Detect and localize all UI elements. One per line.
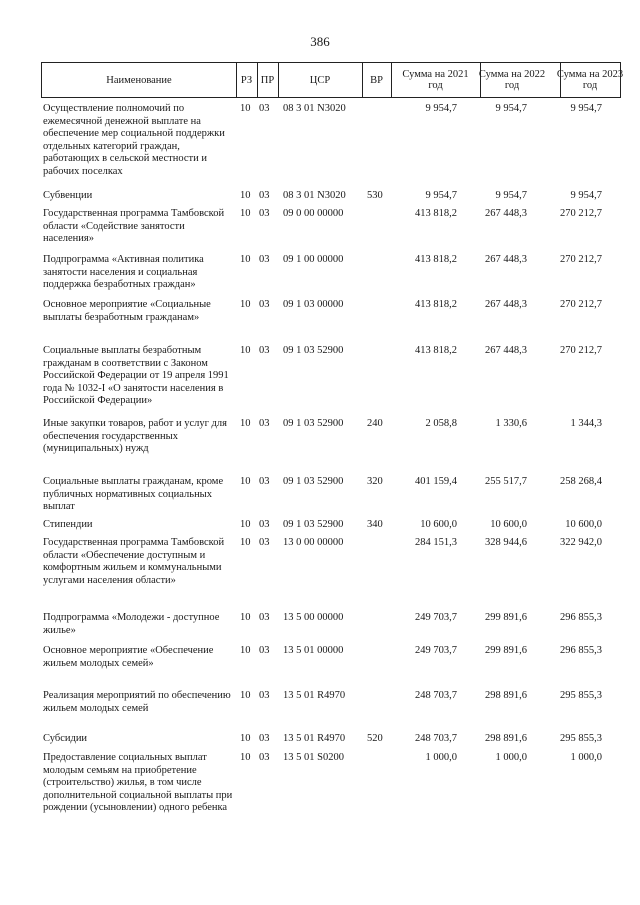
row-sum-2021: 9 954,7: [425, 103, 457, 114]
row-sum-2022: 298 891,6: [485, 690, 527, 701]
row-pr: 03: [259, 103, 270, 114]
header-rz: РЗ: [236, 63, 258, 97]
row-name: Субсидии: [43, 733, 88, 744]
row-pr: 03: [259, 254, 270, 265]
row-name: Социальные выплаты гражданам, кроме публичных нормативных социальных выплат: [43, 476, 224, 513]
row-rz: 10: [240, 612, 251, 623]
row-csr: 09 1 03 52900: [283, 476, 344, 487]
row-rz: 10: [240, 299, 251, 310]
row-pr: 03: [259, 190, 270, 201]
row-csr: 08 3 01 N3020: [283, 190, 346, 201]
row-sum-2023: 296 855,3: [560, 612, 602, 623]
row-sum-2023: 270 212,7: [560, 299, 602, 310]
row-rz: 10: [240, 645, 251, 656]
row-sum-2023: 9 954,7: [570, 190, 602, 201]
row-name: Предоставление социальных выплат молодым семьям на приобретение (строительство) жилья, в том числе дополнительной социальной выплаты при рождении (усыновлении) одного ребенка: [43, 752, 233, 814]
row-csr: 09 0 00 00000: [283, 208, 344, 219]
row-csr: 08 3 01 N3020: [283, 103, 346, 114]
row-name: Иные закупки товаров, работ и услуг для обеспечения государственных (муниципальных) нужд: [43, 418, 227, 455]
row-sum-2022: 299 891,6: [485, 645, 527, 656]
row-sum-2022: 298 891,6: [485, 733, 527, 744]
row-pr: 03: [259, 537, 270, 548]
row-sum-2021: 284 151,3: [415, 537, 457, 548]
row-vr: 320: [367, 476, 383, 487]
row-rz: 10: [240, 190, 251, 201]
row-csr: 09 1 03 52900: [283, 519, 344, 530]
row-sum-2023: 9 954,7: [570, 103, 602, 114]
row-sum-2021: 401 159,4: [415, 476, 457, 487]
row-pr: 03: [259, 345, 270, 356]
row-sum-2021: 249 703,7: [415, 645, 457, 656]
header-pr: ПР: [257, 63, 279, 97]
row-rz: 10: [240, 345, 251, 356]
header-csr: ЦСР: [278, 63, 363, 97]
row-rz: 10: [240, 476, 251, 487]
row-name: Государственная программа Тамбовской области «Обеспечение доступным и комфортным жильем и коммунальными услугами населения области»: [43, 537, 225, 586]
row-sum-2021: 2 058,8: [425, 418, 457, 429]
row-sum-2022: 267 448,3: [485, 345, 527, 356]
row-rz: 10: [240, 519, 251, 530]
row-sum-2022: 1 330,6: [495, 418, 527, 429]
header-sum-2022: Сумма на 2022 год: [464, 63, 561, 97]
row-sum-2021: 9 954,7: [425, 190, 457, 201]
row-vr: 530: [367, 190, 383, 201]
row-name: Основное мероприятие «Социальные выплаты безработным гражданам»: [43, 299, 211, 323]
header-sum-2021: Сумма на 2021 год: [391, 63, 481, 97]
row-sum-2023: 258 268,4: [560, 476, 602, 487]
row-pr: 03: [259, 418, 270, 429]
row-csr: 13 5 01 S0200: [283, 752, 344, 763]
row-name: Реализация мероприятий по обеспечению жильем молодых семей: [43, 690, 231, 714]
row-pr: 03: [259, 752, 270, 763]
page-number: 386: [310, 34, 330, 49]
row-csr: 13 5 01 R4970: [283, 690, 346, 701]
row-pr: 03: [259, 519, 270, 530]
row-sum-2023: 295 855,3: [560, 690, 602, 701]
row-sum-2023: 1 000,0: [570, 752, 602, 763]
row-rz: 10: [240, 418, 251, 429]
row-sum-2023: 270 212,7: [560, 345, 602, 356]
row-name: Подпрограмма «Молодежи - доступное жилье»: [43, 612, 220, 636]
row-sum-2022: 267 448,3: [485, 254, 527, 265]
row-sum-2023: 296 855,3: [560, 645, 602, 656]
row-sum-2021: 413 818,2: [415, 345, 457, 356]
row-sum-2022: 267 448,3: [485, 299, 527, 310]
row-sum-2022: 1 000,0: [495, 752, 527, 763]
row-sum-2022: 299 891,6: [485, 612, 527, 623]
row-sum-2022: 9 954,7: [495, 190, 527, 201]
row-sum-2021: 413 818,2: [415, 208, 457, 219]
row-sum-2023: 10 600,0: [565, 519, 602, 530]
row-vr: 240: [367, 418, 383, 429]
row-rz: 10: [240, 537, 251, 548]
row-csr: 13 5 01 00000: [283, 645, 344, 656]
row-rz: 10: [240, 103, 251, 114]
row-sum-2022: 10 600,0: [490, 519, 527, 530]
row-csr: 09 1 03 52900: [283, 345, 344, 356]
row-sum-2022: 267 448,3: [485, 208, 527, 219]
row-rz: 10: [240, 208, 251, 219]
row-sum-2022: 328 944,6: [485, 537, 527, 548]
header-name: Наименование: [42, 63, 237, 97]
row-sum-2022: 255 517,7: [485, 476, 527, 487]
row-pr: 03: [259, 612, 270, 623]
row-name: Социальные выплаты безработным гражданам в соответствии с Законом Российской Федерации от 19 апреля 1991 года № 1032-I «О занятости населения в Российской Федерации»: [43, 345, 229, 407]
row-csr: 09 1 00 00000: [283, 254, 344, 265]
row-name: Государственная программа Тамбовской области «Содействие занятости населения»: [43, 208, 225, 245]
row-sum-2023: 1 344,3: [570, 418, 602, 429]
row-csr: 13 0 00 00000: [283, 537, 344, 548]
row-pr: 03: [259, 299, 270, 310]
row-csr: 13 5 01 R4970: [283, 733, 346, 744]
row-sum-2021: 1 000,0: [425, 752, 457, 763]
row-vr: 520: [367, 733, 383, 744]
row-pr: 03: [259, 208, 270, 219]
row-name: Субвенции: [43, 190, 93, 201]
row-rz: 10: [240, 752, 251, 763]
row-csr: 13 5 00 00000: [283, 612, 344, 623]
header-vr: ВР: [362, 63, 392, 97]
row-sum-2021: 249 703,7: [415, 612, 457, 623]
row-sum-2023: 295 855,3: [560, 733, 602, 744]
row-sum-2021: 248 703,7: [415, 690, 457, 701]
row-pr: 03: [259, 690, 270, 701]
row-name: Стипендии: [43, 519, 93, 530]
row-sum-2023: 270 212,7: [560, 208, 602, 219]
row-pr: 03: [259, 645, 270, 656]
row-sum-2021: 248 703,7: [415, 733, 457, 744]
row-pr: 03: [259, 476, 270, 487]
row-rz: 10: [240, 254, 251, 265]
header-sum-2023: Сумма на 2023 год: [556, 69, 624, 91]
row-rz: 10: [240, 733, 251, 744]
row-vr: 340: [367, 519, 383, 530]
row-pr: 03: [259, 733, 270, 744]
row-sum-2021: 413 818,2: [415, 299, 457, 310]
row-csr: 09 1 03 52900: [283, 418, 344, 429]
row-sum-2023: 270 212,7: [560, 254, 602, 265]
row-sum-2021: 413 818,2: [415, 254, 457, 265]
row-name: Подпрограмма «Активная политика занятости населения и социальная поддержка безработных граждан»: [43, 254, 204, 291]
row-name: Основное мероприятие «Обеспечение жильем молодых семей»: [43, 645, 214, 669]
row-name: Осуществление полномочий по ежемесячной денежной выплате на обеспечение мер социальной поддержки отдельных категорий граждан, работающих в сельской местности и рабочих поселках: [43, 103, 225, 177]
row-sum-2021: 10 600,0: [420, 519, 457, 530]
row-sum-2022: 9 954,7: [495, 103, 527, 114]
row-rz: 10: [240, 690, 251, 701]
row-sum-2023: 322 942,0: [560, 537, 602, 548]
row-csr: 09 1 03 00000: [283, 299, 344, 310]
table-header: [41, 62, 624, 98]
